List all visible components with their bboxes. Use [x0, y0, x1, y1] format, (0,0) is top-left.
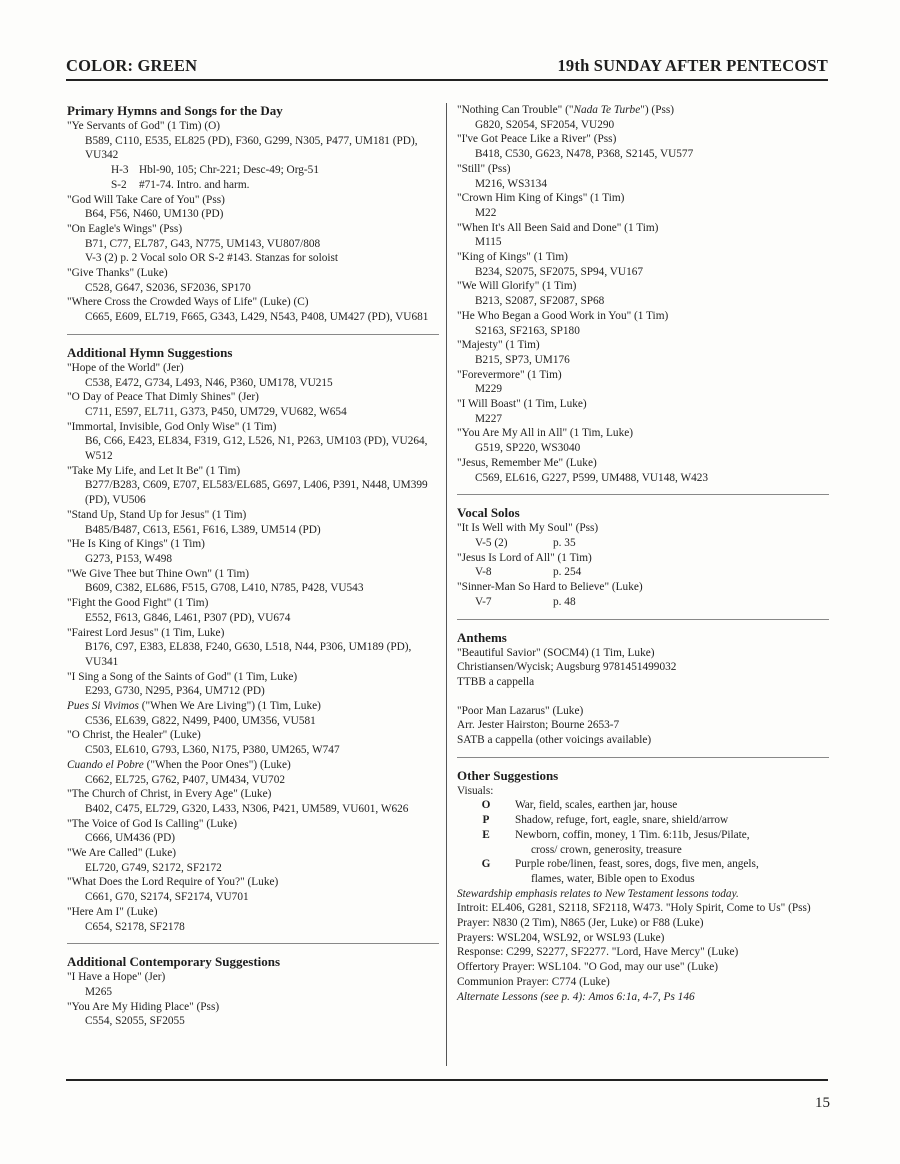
hymn-refs: C711, E597, EL711, G373, P450, UM729, VU682, W654 [85, 405, 347, 418]
hymn-title: "Crown Him King of Kings" (1 Tim) [457, 192, 625, 205]
hymn-refs: B277/B283, C609, E707, EL583/EL685, G697, L406, P391, N448, UM399 (PD), VU506 [85, 479, 428, 507]
section-divider [67, 943, 439, 944]
hymn-title: "We Are Called" (Luke) [67, 847, 177, 860]
hymn-title: "Give Thanks" (Luke) [67, 267, 168, 280]
hymn-title: Cuando el Pobre ("When the Poor Ones") (Luke) [67, 758, 291, 771]
score-ref: H-3 Hbl-90, 105; Chr-221; Desc-49; Org-51 [111, 164, 319, 177]
hymn-refs: C662, EL725, G762, P407, UM434, VU702 [85, 773, 286, 786]
hymn-refs: C666, UM436 (PD) [85, 832, 176, 845]
hymn-title: "Majesty" (1 Tim) [457, 339, 540, 352]
hymn-title: "When It's All Been Said and Done" (1 Tim) [457, 221, 659, 234]
stewardship-note: Stewardship emphasis relates to New Testament lessons today. [457, 887, 739, 900]
hymn-refs: C536, EL639, G822, N499, P400, UM356, VU581 [85, 714, 316, 727]
hymn-refs: M227 [475, 412, 502, 425]
hymn-refs: C661, G70, S2174, SF2174, VU701 [85, 891, 249, 904]
visual-row: E Newborn, coffin, money, 1 Tim. 6:11b, Jesus/Pilate, cross/ crown, generosity, treasure [482, 828, 750, 856]
hymn-title: "Stand Up, Stand Up for Jesus" (1 Tim) [67, 508, 247, 521]
hymn-title: "I Will Boast" (1 Tim, Luke) [457, 398, 587, 411]
hymn-title: "On Eagle's Wings" (Pss) [67, 222, 183, 235]
contemporary-heading: Additional Contemporary Suggestions [67, 954, 281, 970]
hymn-refs: B418, C530, G623, N478, P368, S2145, VU577 [475, 148, 694, 161]
hymn-refs: B71, C77, EL787, G43, N775, UM143, VU807/808 [85, 237, 321, 250]
hymn-refs: B64, F56, N460, UM130 (PD) [85, 208, 224, 221]
solo-ref: V-7 p. 48 [475, 595, 576, 608]
visual-row: O War, field, scales, earthen jar, house [481, 799, 678, 812]
hymn-refs: C538, E472, G734, L493, N46, P360, UM178, VU215 [85, 376, 333, 389]
solo-title: "It Is Well with My Soul" (Pss) [457, 522, 599, 535]
response: Response: C299, S2277, SF2277. "Lord, Have Mercy" (Luke) [457, 946, 739, 959]
liturgical-color: COLOR: GREEN [66, 56, 198, 75]
sunday-title: 19th SUNDAY AFTER PENTECOST [557, 56, 828, 75]
section-divider [457, 757, 829, 758]
hymn-refs: B6, C66, E423, EL834, F319, G12, L526, N1, P263, UM103 (PD), VU264, W512 [85, 435, 428, 463]
hymn-title: "The Voice of God Is Calling" (Luke) [67, 817, 238, 830]
vocal-solos-heading: Vocal Solos [457, 505, 520, 521]
hymn-title: "Immortal, Invisible, God Only Wise" (1 Tim) [67, 420, 277, 433]
solo-title: "Sinner-Man So Hard to Believe" (Luke) [457, 581, 643, 594]
hymn-title: "The Church of Christ, in Every Age" (Luke) [67, 788, 272, 801]
hymn-title: "I've Got Peace Like a River" (Pss) [457, 133, 617, 146]
hymn-title: "He Is King of Kings" (1 Tim) [67, 538, 205, 551]
header-rule [66, 79, 828, 81]
hymn-title: "O Day of Peace That Dimly Shines" (Jer) [67, 391, 259, 404]
hymn-refs: E293, G730, N295, P364, UM712 (PD) [85, 685, 265, 698]
hymn-refs: M22 [475, 206, 497, 219]
page-header [66, 56, 828, 76]
score-ref: S-2 #71-74. Intro. and harm. [111, 178, 250, 191]
introit: Introit: EL406, G281, S2118, SF2118, W473. "Holy Spirit, Come to Us" (Pss) [457, 902, 811, 915]
solo-ref: V-5 (2) p. 35 [475, 536, 576, 549]
hymn-title: "God Will Take Care of You" (Pss) [67, 193, 225, 206]
hymn-title: "Fight the Good Fight" (1 Tim) [67, 597, 209, 610]
left-column [67, 103, 439, 1029]
column-divider [446, 103, 447, 1066]
section-divider [457, 619, 829, 620]
hymn-refs: E552, F613, G846, L461, P307 (PD), VU674 [85, 611, 291, 624]
hymn-title: "Nothing Can Trouble" ("Nada Te Turbe") (Pss) [457, 104, 675, 116]
section-divider [67, 334, 439, 335]
hymn-refs: B609, C382, EL686, F515, G708, L410, N785, P428, VU543 [85, 582, 364, 595]
hymn-refs: G273, P153, W498 [85, 552, 173, 565]
visual-row: P Shadow, refuge, fort, eagle, snare, shield/arrow [482, 814, 729, 827]
visual-row: G Purple robe/linen, feast, sores, dogs, five men, angels, flames, water, Bible open to Exodus [481, 858, 759, 885]
hymn-refs: G820, S2054, SF2054, VU290 [475, 118, 615, 131]
hymn-refs: C554, S2055, SF2055 [85, 1015, 185, 1028]
hymn-note: V-3 (2) p. 2 Vocal solo OR S-2 #143. Stanzas for soloist [85, 252, 339, 265]
hymn-refs: M115 [475, 236, 502, 249]
anthems-heading: Anthems [457, 629, 507, 645]
hymn-refs: M229 [475, 383, 502, 396]
hymn-refs: B176, C97, E383, EL838, F240, G630, L518, N44, P306, UM189 (PD), VU341 [85, 641, 412, 668]
solo-title: "Jesus Is Lord of All" (1 Tim) [457, 551, 592, 564]
hymn-title: "We Give Thee but Thine Own" (1 Tim) [67, 567, 250, 580]
hymn-refs: C528, G647, S2036, SF2036, SP170 [85, 281, 251, 294]
anthem-publisher: Arr. Jester Hairston; Bourne 2653-7 [457, 719, 620, 732]
hymn-refs: B234, S2075, SF2075, SP94, VU167 [475, 265, 644, 278]
hymn-title: "Fairest Lord Jesus" (1 Tim, Luke) [67, 626, 225, 639]
hymn-title: "Jesus, Remember Me" (Luke) [457, 456, 597, 469]
hymn-title: "Take My Life, and Let It Be" (1 Tim) [67, 464, 241, 477]
hymn-refs: C654, S2178, SF2178 [85, 920, 185, 933]
hymn-refs: C503, EL610, G793, L360, N175, P380, UM265, W747 [85, 744, 340, 757]
prayer: Prayer: N830 (2 Tim), N865 (Jer, Luke) or F88 (Luke) [457, 917, 704, 930]
hymn-title: "Where Cross the Crowded Ways of Life" (Luke) (C) [67, 296, 309, 309]
page-number: 15 [815, 1095, 830, 1111]
hymn-title: "Still" (Pss) [457, 162, 511, 175]
alternate-lessons: Alternate Lessons (see p. 4): Amos 6:1a, 4-7, Ps 146 [457, 990, 695, 1003]
hymn-title: "O Christ, the Healer" (Luke) [67, 729, 201, 742]
section-divider [457, 494, 829, 495]
other-suggestions-heading: Other Suggestions [457, 767, 559, 783]
hymn-title: "What Does the Lord Require of You?" (Luke) [67, 876, 279, 889]
hymn-title: "Here Am I" (Luke) [67, 905, 158, 918]
hymn-refs: EL720, G749, S2172, SF2172 [85, 861, 222, 874]
hymn-refs: C665, E609, EL719, F665, G343, L429, N543, P408, UM427 (PD), VU681 [85, 311, 429, 324]
hymn-title: "You Are My All in All" (1 Tim, Luke) [457, 427, 633, 440]
hymn-title: Pues Si Vivimos ("When We Are Living") (1 Tim, Luke) [67, 700, 321, 713]
hymn-title: "Ye Servants of God" (1 Tim) (O) [67, 120, 221, 132]
additional-hymns-heading: Additional Hymn Suggestions [67, 344, 233, 360]
hymn-refs: B402, C475, EL729, G320, L433, N306, P421, UM589, VU601, W626 [85, 802, 409, 815]
prayers: Prayers: WSL204, WSL92, or WSL93 (Luke) [457, 931, 665, 944]
hymn-title: "King of Kings" (1 Tim) [457, 251, 568, 264]
visuals-label: Visuals: [457, 784, 494, 797]
hymn-refs: B215, SP73, UM176 [475, 353, 570, 366]
hymn-title: "Forevermore" (1 Tim) [457, 368, 562, 381]
hymn-refs: S2163, SF2163, SP180 [475, 324, 580, 337]
anthem-voicing: SATB a cappella (other voicings available) [457, 734, 652, 747]
hymn-refs: M265 [85, 985, 112, 998]
hymn-title: "You Are My Hiding Place" (Pss) [67, 1000, 220, 1013]
hymn-title: "I Sing a Song of the Saints of God" (1 Tim, Luke) [67, 670, 298, 683]
footer-rule [66, 1079, 828, 1081]
anthem-title: "Poor Man Lazarus" (Luke) [457, 704, 584, 717]
hymn-refs: B213, S2087, SF2087, SP68 [475, 295, 605, 308]
communion-prayer: Communion Prayer: C774 (Luke) [457, 975, 610, 988]
anthem-title: "Beautiful Savior" (SOCM4) (1 Tim, Luke) [457, 646, 655, 659]
hymn-title: "We Will Glorify" (1 Tim) [457, 280, 577, 293]
offertory-prayer: Offertory Prayer: WSL104. "O God, may our use" (Luke) [457, 961, 719, 974]
hymn-refs: M216, WS3134 [475, 177, 547, 190]
hymn-title: "Hope of the World" (Jer) [67, 361, 184, 374]
anthem-publisher: Christiansen/Wycisk; Augsburg 9781451499032 [457, 661, 677, 674]
hymn-refs: B485/B487, C613, E561, F616, L389, UM514 (PD) [85, 523, 321, 536]
solo-ref: V-8 p. 254 [475, 566, 582, 579]
right-column [457, 103, 829, 1004]
hymn-refs: B589, C110, E535, EL825 (PD), F360, G299, N305, P477, UM181 (PD), VU342 [85, 134, 418, 162]
hymn-title: "I Have a Hope" (Jer) [67, 971, 166, 984]
hymn-title: "He Who Began a Good Work in You" (1 Tim) [457, 309, 669, 322]
hymn-refs: G519, SP220, WS3040 [475, 442, 581, 455]
hymn-refs: C569, EL616, G227, P599, UM488, VU148, W423 [475, 471, 709, 484]
anthem-voicing: TTBB a cappella [457, 675, 535, 688]
primary-hymns-heading: Primary Hymns and Songs for the Day [67, 103, 283, 118]
